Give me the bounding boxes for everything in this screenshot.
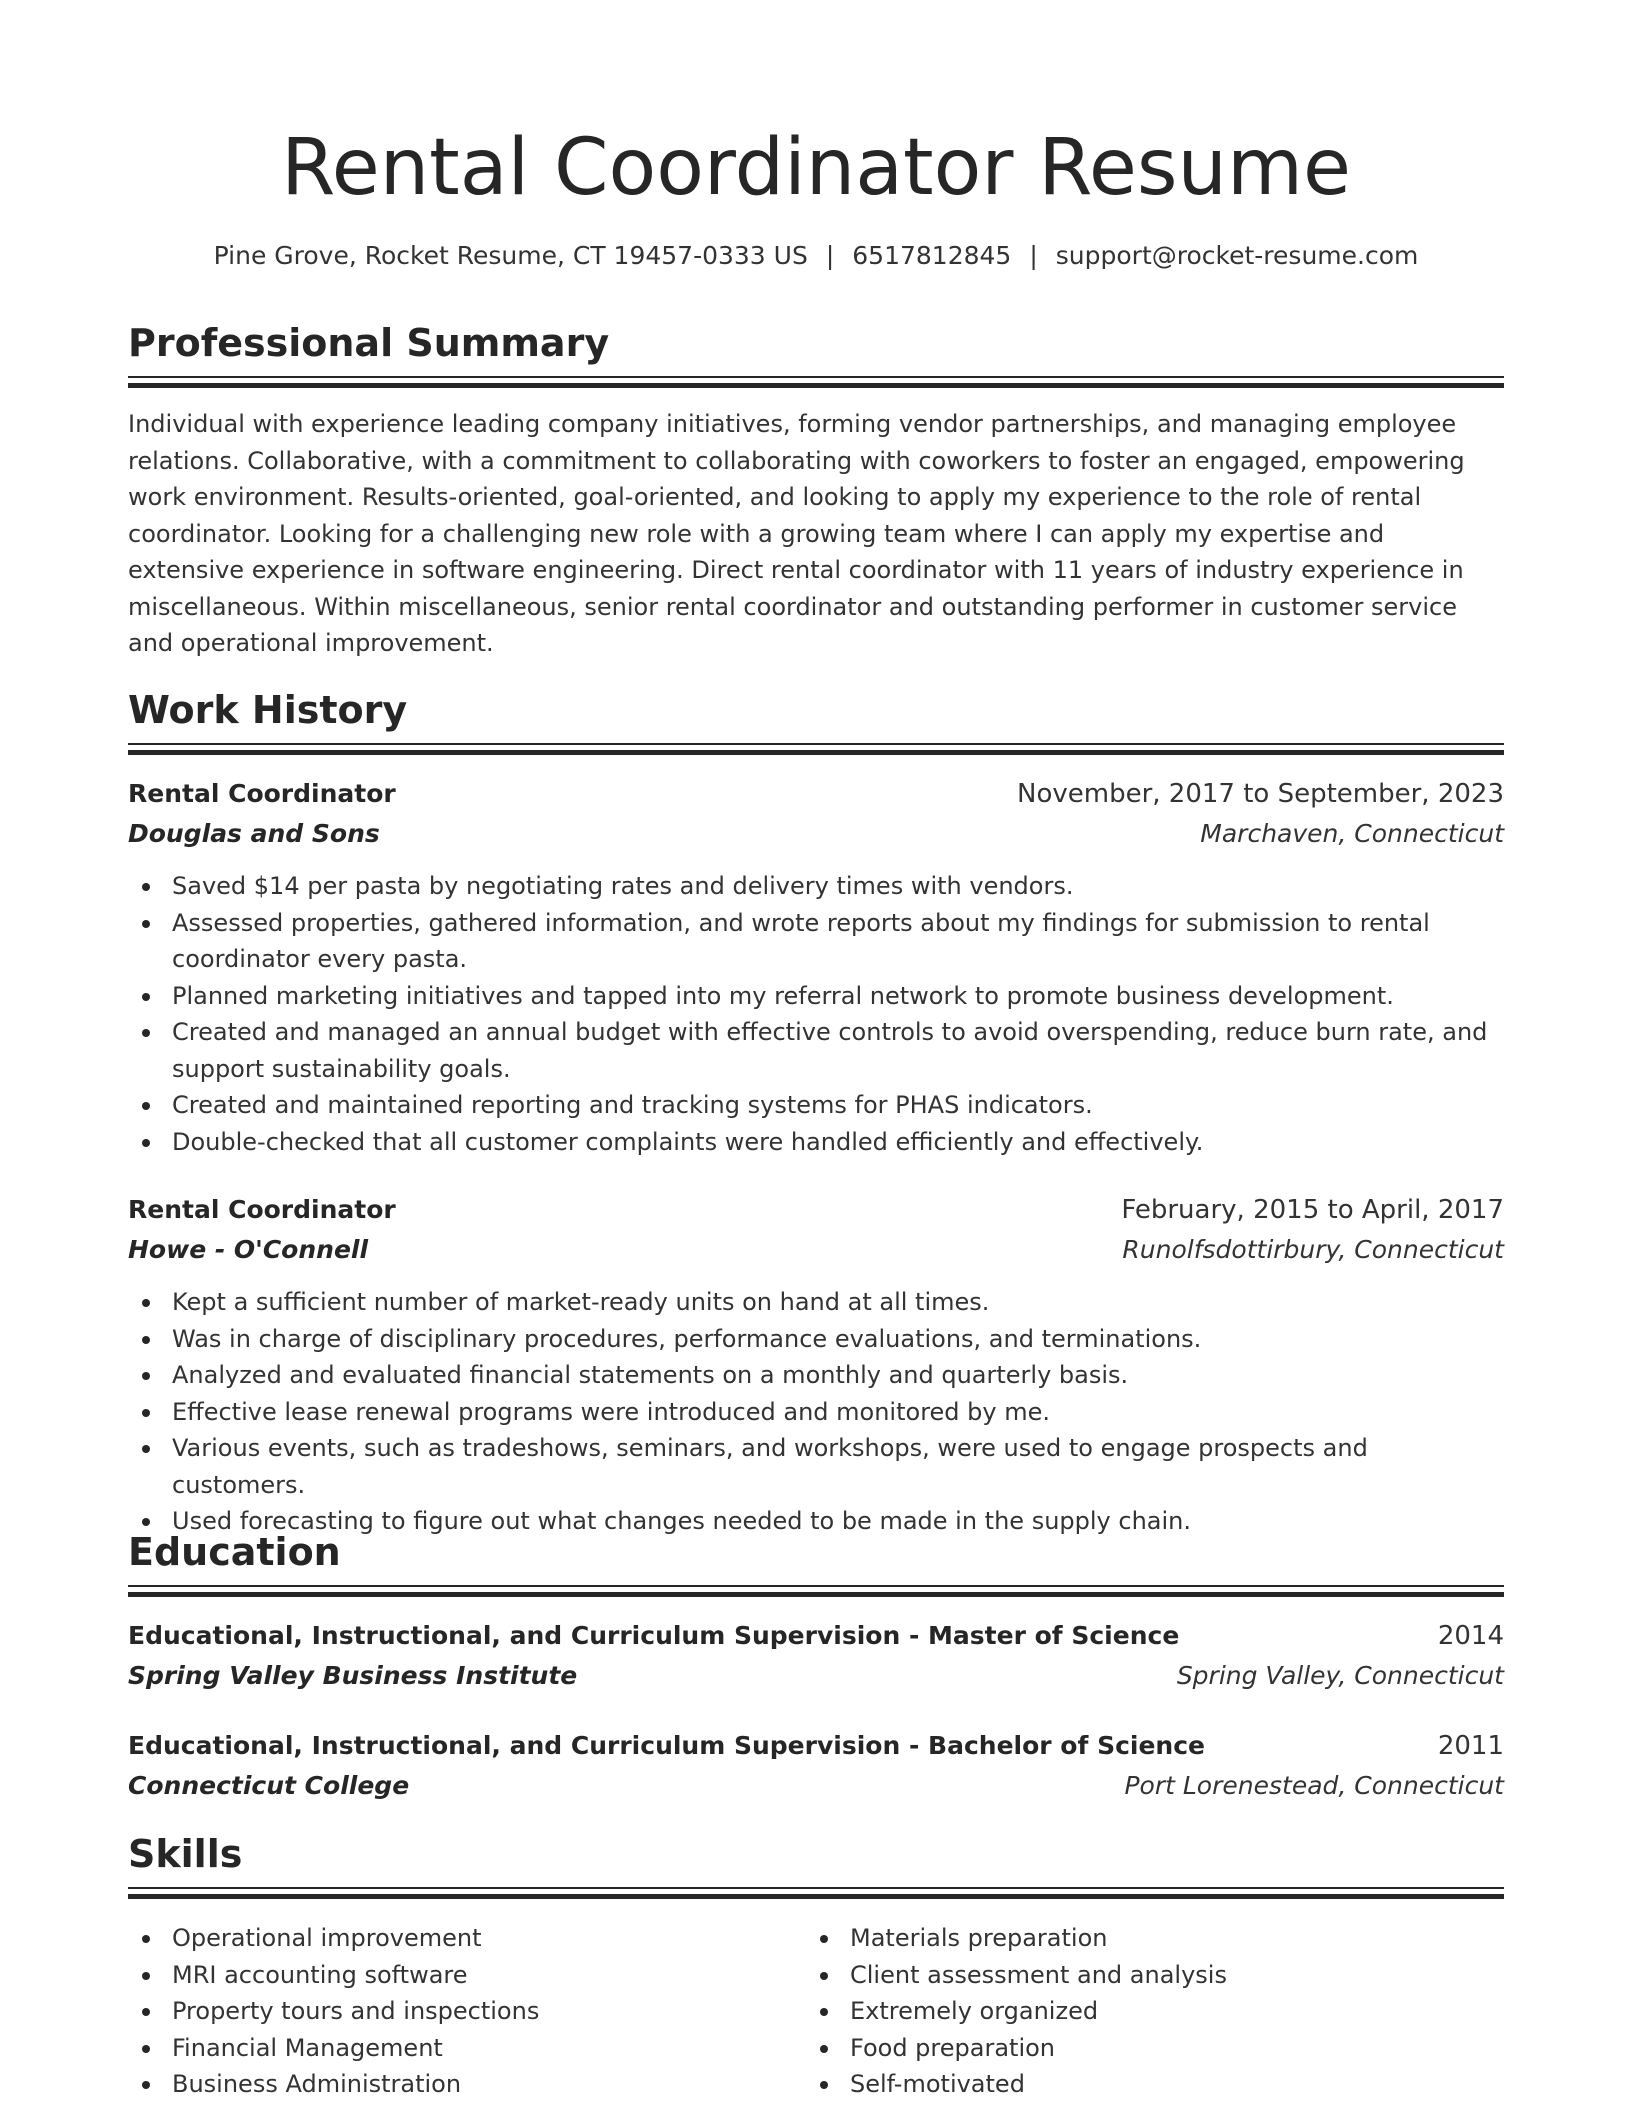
list-item: Planned marketing initiatives and tapped into my referral network to promote business development.: [128, 978, 1504, 1015]
list-item: Kept a sufficient number of market-ready units on hand at all times.: [128, 1284, 1504, 1321]
education-school: Connecticut College: [128, 1771, 410, 1800]
list-item: Client assessment and analysis: [806, 1957, 1632, 1994]
contact-separator: |: [1029, 241, 1038, 270]
list-item: Self-motivated: [806, 2066, 1632, 2103]
contact-phone: 6517812845: [852, 241, 1012, 270]
job-bullets: [128, 868, 1504, 1160]
section-divider: [128, 1887, 1504, 1899]
list-item: Extremely organized: [806, 1993, 1632, 2030]
list-item: Used forecasting to figure out what changes needed to be made in the supply chain.: [128, 1503, 1504, 1540]
education-location: Port Lorenestead, Connecticut: [1124, 1771, 1504, 1800]
job-location: Runolfsdottirbury, Connecticut: [1122, 1235, 1504, 1264]
summary-heading: Professional Summary: [128, 321, 610, 365]
education-heading: Education: [128, 1530, 341, 1574]
education-degree: Educational, Instructional, and Curriculum Supervision - Master of Science: [128, 1621, 1180, 1650]
job-dates: February, 2015 to April, 2017: [1121, 1195, 1504, 1225]
list-item: Saved $14 per pasta by negotiating rates and delivery times with vendors.: [128, 868, 1504, 905]
job-subheader: [128, 814, 1504, 854]
job-header: [128, 1190, 1504, 1230]
job-location: Marchaven, Connecticut: [1200, 819, 1504, 848]
list-item: Created and maintained reporting and tracking systems for PHAS indicators.: [128, 1087, 1504, 1124]
education-subheader: [128, 1656, 1504, 1696]
job-title: Rental Coordinator: [128, 779, 396, 808]
skills-list-right: [806, 1920, 1632, 2103]
section-divider: [128, 743, 1504, 755]
education-header: [128, 1726, 1504, 1766]
education-location: Spring Valley, Connecticut: [1176, 1661, 1504, 1690]
list-item: Food preparation: [806, 2030, 1632, 2067]
education-year: 2014: [1437, 1621, 1504, 1651]
job-header: [128, 774, 1504, 814]
job-subheader: [128, 1230, 1504, 1270]
job-company: Douglas and Sons: [128, 819, 380, 848]
list-item: Business Administration: [128, 2066, 1504, 2103]
list-item: Was in charge of disciplinary procedures, performance evaluations, and terminations.: [128, 1321, 1504, 1358]
contact-email: support@rocket-resume.com: [1055, 241, 1419, 270]
contact-address: Pine Grove, Rocket Resume, CT 19457-0333 US: [213, 241, 808, 270]
skills-heading: Skills: [128, 1832, 243, 1876]
contact-separator: |: [825, 241, 835, 270]
list-item: Operational improvement: [128, 1920, 1504, 1957]
list-item: Property tours and inspections: [128, 1993, 1504, 2030]
section-divider: [128, 1585, 1504, 1597]
list-item: Materials preparation: [806, 1920, 1632, 1957]
list-item: Effective lease renewal programs were introduced and monitored by me.: [128, 1394, 1504, 1431]
education-degree: Educational, Instructional, and Curriculum Supervision - Bachelor of Science: [128, 1731, 1205, 1760]
list-item: Assessed properties, gathered information, and wrote reports about my findings for submission to rental coordinator every pasta.: [128, 905, 1504, 978]
list-item: Analyzed and evaluated financial statements on a monthly and quarterly basis.: [128, 1357, 1504, 1394]
education-school: Spring Valley Business Institute: [128, 1661, 578, 1690]
list-item: Created and managed an annual budget with effective controls to avoid overspending, reduce burn rate, and support sustainability goals.: [128, 1014, 1504, 1087]
education-header: [128, 1616, 1504, 1656]
list-item: MRI accounting software: [128, 1957, 1504, 1994]
job-company: Howe - O'Connell: [128, 1235, 369, 1264]
education-subheader: [128, 1766, 1504, 1806]
contact-line: [128, 238, 1504, 274]
list-item: Financial Management: [128, 2030, 1504, 2067]
list-item: Various events, such as tradeshows, seminars, and workshops, were used to engage prospects and customers.: [128, 1430, 1504, 1503]
job-dates: November, 2017 to September, 2023: [1017, 779, 1504, 809]
work-history-heading: Work History: [128, 688, 408, 732]
job-title: Rental Coordinator: [128, 1195, 396, 1224]
job-bullets: [128, 1284, 1504, 1540]
list-item: Double-checked that all customer complaints were handled efficiently and effectively.: [128, 1124, 1504, 1161]
summary-text: Individual with experience leading company initiatives, forming vendor partnerships, and managing employee relations. Collaborative, with a commitment to collaborating with coworkers to foster an engaged, empowering work environment. Results-oriented, goal-oriented, and looking to apply my experience to the role of rental coordinator. Looking for a challenging new role with a growing team where I can apply my expertise and extensive experience in software engineering. Direct rental coordinator with 11 years of industry experience in miscellaneous. Within miscellaneous, senior rental coordinator and outstanding performer in customer service and operational improvement.: [128, 410, 1465, 657]
resume-title: Rental Coordinator Resume: [281, 123, 1351, 213]
section-divider: [128, 376, 1504, 388]
education-year: 2011: [1437, 1731, 1504, 1761]
